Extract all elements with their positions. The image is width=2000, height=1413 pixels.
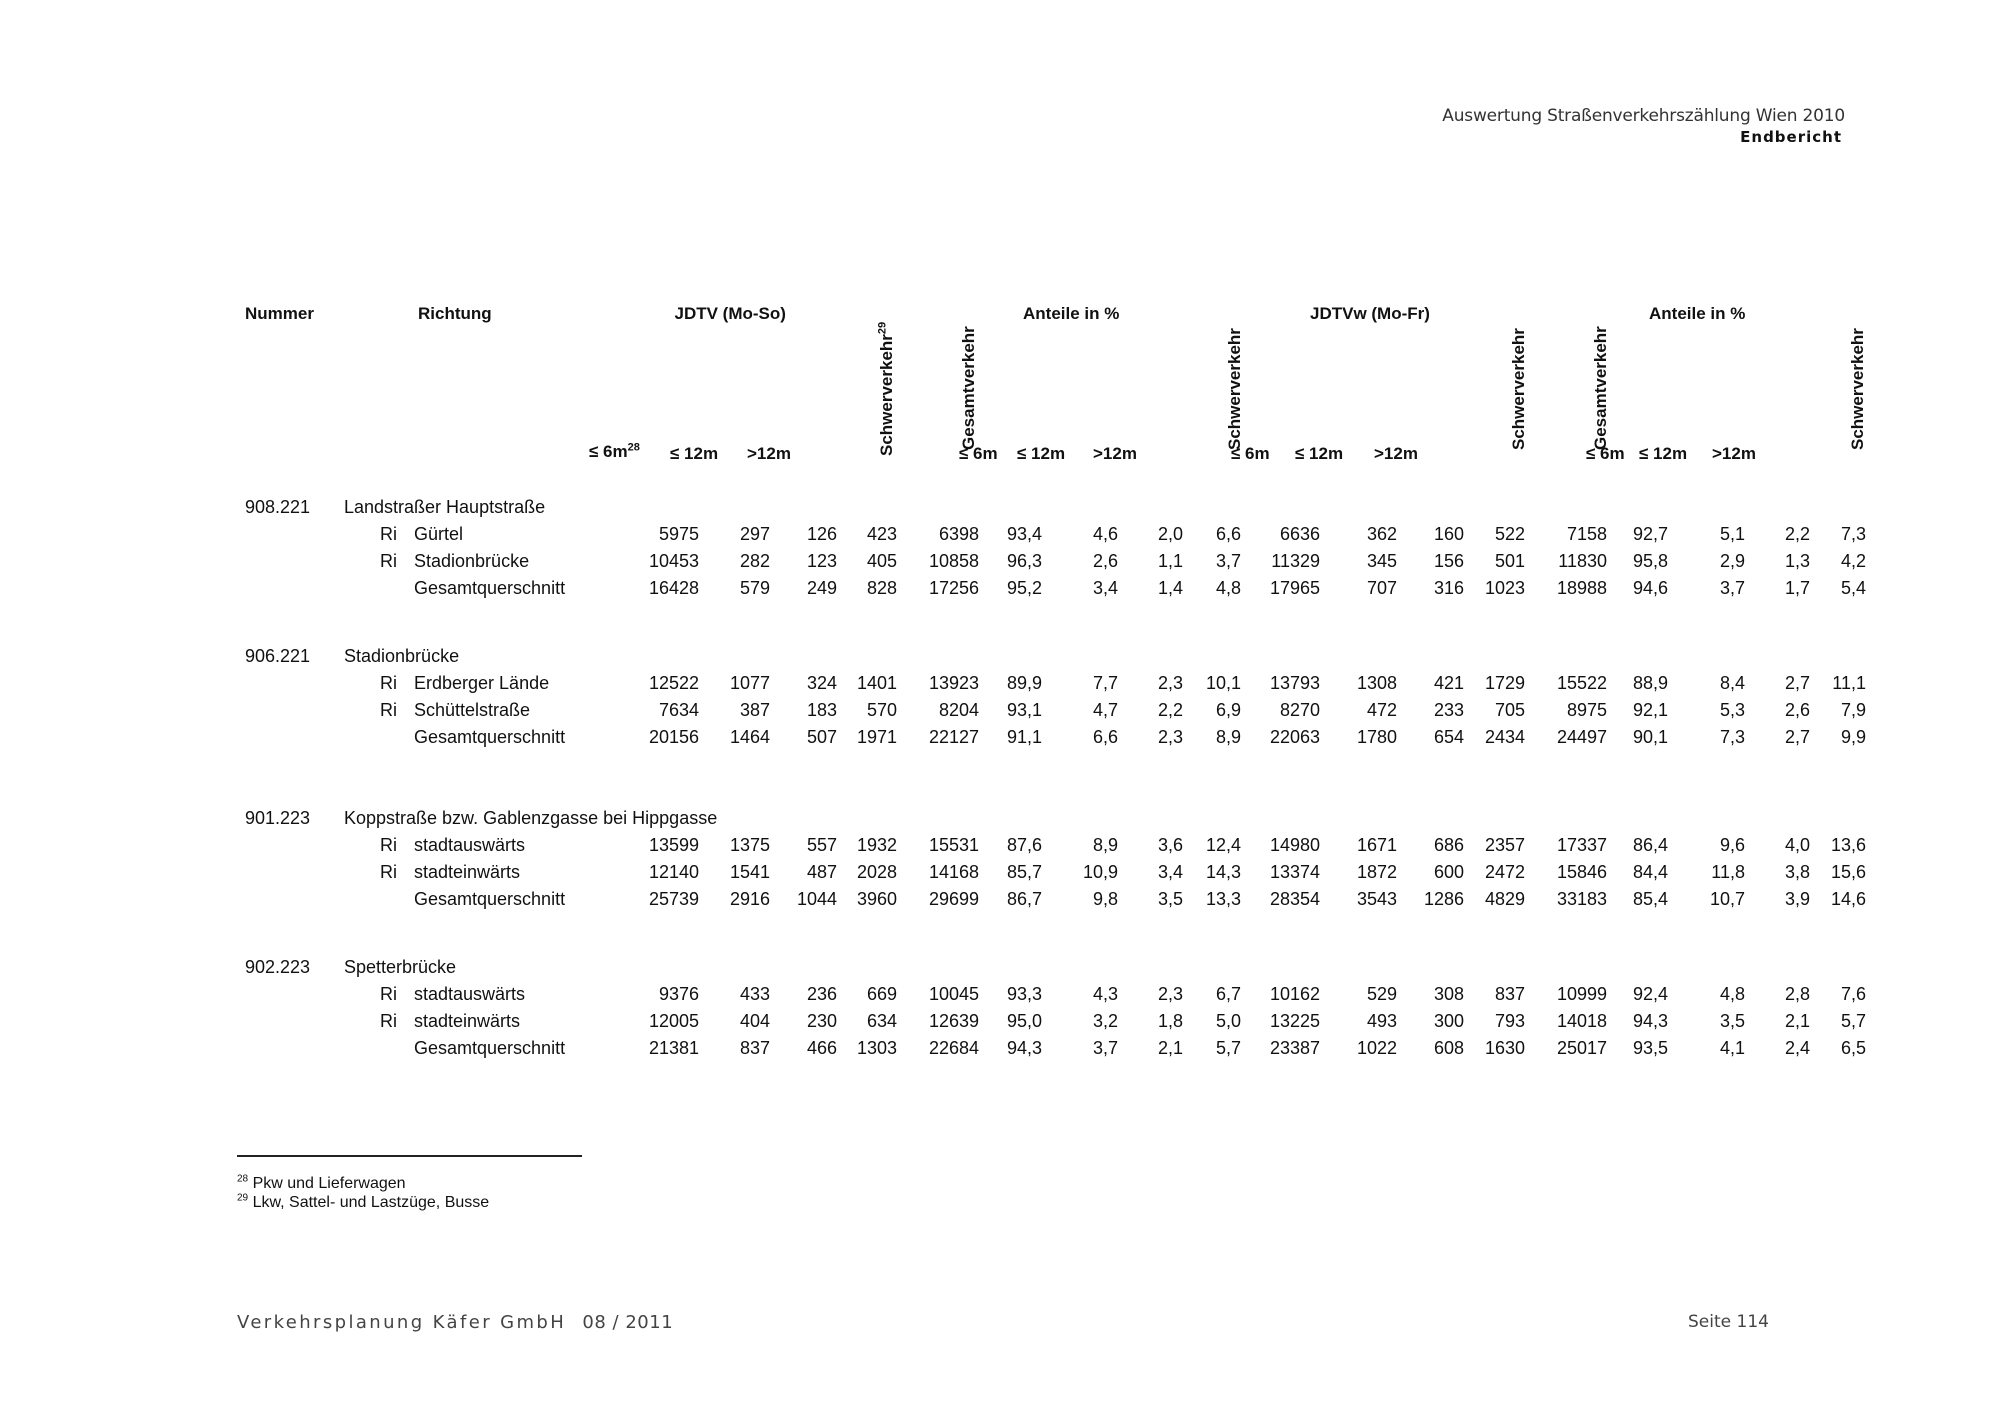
cell-anteil-gt12m: 2,0 xyxy=(1157,524,1183,544)
cell-jdtv-le12m: 579 xyxy=(739,578,770,598)
cell-jdtv-le12m: 1464 xyxy=(729,727,770,747)
sub-header-gt12m: >12m xyxy=(1093,444,1137,463)
cell-anteilw-le6m: 88,9 xyxy=(1632,673,1668,693)
cell-anteilw-schwerverkehr: 15,6 xyxy=(1830,862,1866,882)
col-nummer-header: Nummer xyxy=(245,304,314,323)
cell-jdtvw-gesamtverkehr: 33183 xyxy=(1556,889,1607,909)
cell-anteil-schwerverkehr: 14,3 xyxy=(1205,862,1241,882)
cell-jdtvw-schwerverkehr: 1023 xyxy=(1484,578,1525,598)
cell-jdtv-le6m: 12140 xyxy=(648,862,699,882)
cell-jdtvw-le6m: 13793 xyxy=(1269,673,1320,693)
cell-jdtv-gesamtverkehr: 29699 xyxy=(928,889,979,909)
cell-jdtv-schwerverkehr: 634 xyxy=(866,1011,897,1031)
cell-jdtv-gesamtverkehr: 10045 xyxy=(928,984,979,1004)
cell-jdtv-le6m: 20156 xyxy=(648,727,699,747)
direction-prefix: Ri xyxy=(380,862,397,882)
cell-jdtv-gesamtverkehr: 14168 xyxy=(928,862,979,882)
direction-label: Gesamtquerschnitt xyxy=(414,889,566,909)
cell-anteilw-le12m: 4,8 xyxy=(1719,984,1745,1004)
cell-jdtv-le6m: 21381 xyxy=(648,1038,699,1058)
sub-header-le12m: ≤ 12m xyxy=(1017,444,1066,463)
cell-jdtv-schwerverkehr: 828 xyxy=(866,578,897,598)
cell-jdtvw-schwerverkehr: 705 xyxy=(1494,700,1525,720)
sub-header-le6m: ≤ 6m xyxy=(1231,444,1270,463)
sub-header-le12m: ≤ 12m xyxy=(1295,444,1344,463)
cell-jdtvw-le6m: 28354 xyxy=(1269,889,1320,909)
direction-label: stadteinwärts xyxy=(414,1011,521,1031)
document-subtitle: Endbericht xyxy=(1740,128,1842,146)
cell-anteil-schwerverkehr: 3,7 xyxy=(1215,551,1241,571)
cell-anteil-gt12m: 3,4 xyxy=(1157,862,1183,882)
sub-header-le12m: ≤ 12m xyxy=(670,444,719,463)
cell-anteilw-le6m: 94,6 xyxy=(1632,578,1668,598)
cell-anteil-le12m: 3,2 xyxy=(1092,1011,1118,1031)
cell-jdtvw-le12m: 1308 xyxy=(1356,673,1397,693)
cell-jdtv-schwerverkehr: 2028 xyxy=(856,862,897,882)
cell-jdtvw-le6m: 10162 xyxy=(1269,984,1320,1004)
cell-anteilw-schwerverkehr: 7,6 xyxy=(1840,984,1866,1004)
cell-jdtvw-gt12m: 300 xyxy=(1433,1011,1464,1031)
cell-jdtv-schwerverkehr: 423 xyxy=(866,524,897,544)
direction-label: Gürtel xyxy=(414,524,464,544)
cell-anteil-le12m: 6,6 xyxy=(1092,727,1118,747)
cell-anteilw-le6m: 92,1 xyxy=(1632,700,1668,720)
cell-anteil-le6m: 87,6 xyxy=(1006,835,1042,855)
cell-anteilw-le6m: 92,7 xyxy=(1632,524,1668,544)
cell-jdtvw-le12m: 472 xyxy=(1366,700,1397,720)
cell-anteil-gt12m: 3,5 xyxy=(1157,889,1183,909)
cell-jdtvw-gesamtverkehr: 25017 xyxy=(1556,1038,1607,1058)
cell-anteil-le6m: 86,7 xyxy=(1006,889,1042,909)
rot-header-gesamtverkehr: Gesamtverkehr xyxy=(959,326,978,450)
cell-jdtv-gt12m: 126 xyxy=(806,524,837,544)
station-name: Stadionbrücke xyxy=(344,646,460,666)
cell-anteil-schwerverkehr: 6,9 xyxy=(1215,700,1241,720)
cell-jdtvw-le6m: 11329 xyxy=(1271,551,1320,571)
cell-jdtvw-schwerverkehr: 2434 xyxy=(1484,727,1525,747)
station-number: 906.221 xyxy=(245,646,311,666)
cell-anteilw-le6m: 90,1 xyxy=(1632,727,1668,747)
cell-jdtv-le6m: 7634 xyxy=(658,700,699,720)
cell-anteil-le12m: 7,7 xyxy=(1092,673,1118,693)
cell-anteil-gt12m: 3,6 xyxy=(1157,835,1183,855)
cell-anteil-schwerverkehr: 6,7 xyxy=(1215,984,1241,1004)
cell-jdtv-schwerverkehr: 1401 xyxy=(856,673,897,693)
cell-jdtvw-gesamtverkehr: 7158 xyxy=(1566,524,1607,544)
cell-jdtvw-schwerverkehr: 4829 xyxy=(1484,889,1525,909)
cell-anteilw-gt12m: 2,7 xyxy=(1784,673,1810,693)
cell-jdtv-gesamtverkehr: 22127 xyxy=(928,727,979,747)
direction-label: Schüttelstraße xyxy=(414,700,531,720)
direction-label: stadteinwärts xyxy=(414,862,521,882)
station-number: 902.223 xyxy=(245,957,311,977)
cell-anteil-le12m: 3,7 xyxy=(1092,1038,1118,1058)
cell-jdtv-le12m: 433 xyxy=(739,984,770,1004)
cell-anteilw-le12m: 2,9 xyxy=(1719,551,1745,571)
cell-anteil-schwerverkehr: 13,3 xyxy=(1205,889,1241,909)
cell-jdtv-le6m: 12005 xyxy=(648,1011,699,1031)
cell-anteilw-gt12m: 2,7 xyxy=(1784,727,1810,747)
cell-anteilw-le12m: 10,7 xyxy=(1709,889,1745,909)
cell-anteilw-le12m: 5,3 xyxy=(1719,700,1745,720)
group-jdtvw-header: JDTVw (Mo-Fr) xyxy=(1310,304,1430,323)
cell-anteil-gt12m: 2,3 xyxy=(1157,673,1183,693)
cell-jdtvw-le12m: 1780 xyxy=(1356,727,1397,747)
cell-jdtvw-le12m: 1671 xyxy=(1356,835,1397,855)
direction-prefix: Ri xyxy=(380,551,397,571)
cell-jdtv-le12m: 1541 xyxy=(729,862,770,882)
cell-jdtv-gt12m: 249 xyxy=(806,578,837,598)
cell-anteil-le6m: 93,1 xyxy=(1006,700,1042,720)
cell-anteil-le6m: 94,3 xyxy=(1006,1038,1042,1058)
cell-anteilw-le12m: 7,3 xyxy=(1719,727,1745,747)
cell-anteilw-gt12m: 2,4 xyxy=(1784,1038,1810,1058)
direction-prefix: Ri xyxy=(380,524,397,544)
cell-jdtv-le6m: 5975 xyxy=(658,524,699,544)
station-number: 908.221 xyxy=(245,497,311,517)
cell-anteilw-schwerverkehr: 6,5 xyxy=(1840,1038,1866,1058)
cell-jdtv-le12m: 837 xyxy=(739,1038,770,1058)
cell-jdtvw-gesamtverkehr: 15846 xyxy=(1556,862,1607,882)
cell-anteilw-le12m: 8,4 xyxy=(1719,673,1745,693)
cell-anteil-gt12m: 1,4 xyxy=(1157,578,1183,598)
footnote-divider xyxy=(237,1155,582,1157)
cell-anteilw-gt12m: 2,2 xyxy=(1784,524,1810,544)
cell-jdtvw-gesamtverkehr: 18988 xyxy=(1556,578,1607,598)
cell-anteilw-le6m: 93,5 xyxy=(1632,1038,1668,1058)
cell-anteil-le12m: 3,4 xyxy=(1092,578,1118,598)
cell-anteil-le6m: 91,1 xyxy=(1006,727,1042,747)
cell-anteilw-le12m: 11,8 xyxy=(1711,862,1745,882)
rot-header-schwerverkehr: Schwerverkehr$^{29}$ xyxy=(876,321,896,456)
cell-anteilw-le12m: 3,5 xyxy=(1719,1011,1745,1031)
cell-jdtv-gesamtverkehr: 13923 xyxy=(928,673,979,693)
station-name: Landstraßer Hauptstraße xyxy=(344,497,546,517)
cell-jdtv-schwerverkehr: 1303 xyxy=(856,1038,897,1058)
group-anteile-header: Anteile in % xyxy=(1023,304,1120,323)
group-anteile-header: Anteile in % xyxy=(1649,304,1746,323)
cell-jdtvw-schwerverkehr: 1630 xyxy=(1484,1038,1525,1058)
cell-jdtvw-gt12m: 160 xyxy=(1433,524,1464,544)
cell-anteil-le12m: 10,9 xyxy=(1082,862,1118,882)
cell-anteil-le12m: 4,3 xyxy=(1092,984,1118,1004)
sub-header-le12m: ≤ 12m xyxy=(1639,444,1688,463)
direction-label: stadtauswärts xyxy=(414,984,526,1004)
cell-jdtv-gesamtverkehr: 10858 xyxy=(928,551,979,571)
direction-label: stadtauswärts xyxy=(414,835,526,855)
table-row xyxy=(0,1038,2000,1065)
cell-anteilw-le6m: 86,4 xyxy=(1632,835,1668,855)
cell-jdtv-le12m: 1375 xyxy=(729,835,770,855)
cell-jdtvw-le6m: 17965 xyxy=(1269,578,1320,598)
cell-anteilw-schwerverkehr: 13,6 xyxy=(1830,835,1866,855)
cell-anteilw-gt12m: 1,7 xyxy=(1784,578,1810,598)
cell-jdtvw-gt12m: 421 xyxy=(1433,673,1464,693)
cell-jdtvw-schwerverkehr: 501 xyxy=(1494,551,1525,571)
cell-anteil-gt12m: 2,3 xyxy=(1157,984,1183,1004)
cell-jdtv-le6m: 10453 xyxy=(648,551,699,571)
cell-anteilw-schwerverkehr: 14,6 xyxy=(1830,889,1866,909)
cell-jdtvw-schwerverkehr: 837 xyxy=(1494,984,1525,1004)
cell-jdtv-gt12m: 123 xyxy=(806,551,837,571)
station-name: Koppstraße bzw. Gablenzgasse bei Hippgasse xyxy=(344,808,718,828)
cell-anteil-schwerverkehr: 8,9 xyxy=(1215,727,1241,747)
cell-jdtvw-le6m: 8270 xyxy=(1279,700,1320,720)
sub-header-gt12m: >12m xyxy=(1374,444,1418,463)
table-row xyxy=(0,1011,2000,1038)
cell-jdtv-gt12m: 230 xyxy=(806,1011,837,1031)
cell-anteil-le6m: 95,2 xyxy=(1006,578,1042,598)
cell-jdtvw-le12m: 3543 xyxy=(1356,889,1397,909)
cell-jdtvw-le6m: 6636 xyxy=(1279,524,1320,544)
table-row xyxy=(0,524,2000,551)
direction-label: Gesamtquerschnitt xyxy=(414,578,566,598)
cell-jdtv-gesamtverkehr: 17256 xyxy=(928,578,979,598)
cell-anteilw-le6m: 95,8 xyxy=(1632,551,1668,571)
cell-jdtv-le6m: 12522 xyxy=(648,673,699,693)
cell-jdtv-schwerverkehr: 669 xyxy=(866,984,897,1004)
cell-anteil-schwerverkehr: 12,4 xyxy=(1205,835,1241,855)
direction-prefix: Ri xyxy=(380,835,397,855)
cell-jdtv-schwerverkehr: 570 xyxy=(866,700,897,720)
direction-prefix: Ri xyxy=(380,1011,397,1031)
cell-jdtv-gesamtverkehr: 6398 xyxy=(938,524,979,544)
cell-anteilw-schwerverkehr: 5,4 xyxy=(1840,578,1866,598)
direction-label: Gesamtquerschnitt xyxy=(414,1038,566,1058)
cell-jdtvw-le6m: 13374 xyxy=(1269,862,1320,882)
cell-jdtv-gesamtverkehr: 22684 xyxy=(928,1038,979,1058)
document-title: Auswertung Straßenverkehrszählung Wien 2010 xyxy=(1442,106,1845,126)
table-row xyxy=(0,727,2000,754)
cell-anteil-le6m: 93,3 xyxy=(1006,984,1042,1004)
cell-jdtvw-gesamtverkehr: 10999 xyxy=(1556,984,1607,1004)
cell-jdtvw-gesamtverkehr: 15522 xyxy=(1556,673,1607,693)
cell-jdtvw-gesamtverkehr: 24497 xyxy=(1556,727,1607,747)
cell-jdtvw-le12m: 493 xyxy=(1366,1011,1397,1031)
table-row xyxy=(0,578,2000,605)
cell-jdtv-le6m: 13599 xyxy=(648,835,699,855)
cell-anteil-gt12m: 2,1 xyxy=(1157,1038,1183,1058)
cell-jdtv-gt12m: 557 xyxy=(806,835,837,855)
table-row xyxy=(0,862,2000,889)
cell-jdtvw-schwerverkehr: 2357 xyxy=(1484,835,1525,855)
cell-jdtvw-le12m: 345 xyxy=(1366,551,1397,571)
table-row xyxy=(0,551,2000,578)
cell-anteilw-le6m: 92,4 xyxy=(1632,984,1668,1004)
cell-anteil-le6m: 85,7 xyxy=(1006,862,1042,882)
direction-label: Erdberger Lände xyxy=(414,673,550,693)
cell-anteilw-schwerverkehr: 9,9 xyxy=(1840,727,1866,747)
cell-jdtvw-gt12m: 156 xyxy=(1433,551,1464,571)
cell-jdtvw-gt12m: 233 xyxy=(1433,700,1464,720)
cell-anteilw-gt12m: 2,1 xyxy=(1784,1011,1810,1031)
cell-jdtv-gt12m: 236 xyxy=(806,984,837,1004)
cell-jdtv-le12m: 387 xyxy=(739,700,770,720)
cell-jdtv-gesamtverkehr: 12639 xyxy=(928,1011,979,1031)
cell-jdtvw-gesamtverkehr: 17337 xyxy=(1556,835,1607,855)
footnote-29: $^{29}$ Lkw, Sattel- und Lastzüge, Busse xyxy=(237,1192,490,1211)
table-row xyxy=(0,700,2000,727)
direction-label: Gesamtquerschnitt xyxy=(414,727,566,747)
cell-anteilw-le6m: 84,4 xyxy=(1632,862,1668,882)
cell-jdtvw-schwerverkehr: 2472 xyxy=(1484,862,1525,882)
table-row xyxy=(0,984,2000,1011)
cell-jdtvw-le6m: 13225 xyxy=(1269,1011,1320,1031)
cell-anteil-le12m: 2,6 xyxy=(1092,551,1118,571)
cell-jdtvw-le6m: 22063 xyxy=(1269,727,1320,747)
cell-jdtv-gt12m: 1044 xyxy=(796,889,837,909)
cell-anteilw-le12m: 9,6 xyxy=(1719,835,1745,855)
sub-header-le6m: ≤ 6m xyxy=(959,444,998,463)
cell-anteil-schwerverkehr: 4,8 xyxy=(1215,578,1241,598)
table-row xyxy=(0,889,2000,916)
cell-anteil-le12m: 9,8 xyxy=(1092,889,1118,909)
cell-anteil-le6m: 93,4 xyxy=(1006,524,1042,544)
cell-anteil-le6m: 95,0 xyxy=(1006,1011,1042,1031)
cell-jdtvw-schwerverkehr: 793 xyxy=(1494,1011,1525,1031)
cell-anteilw-schwerverkehr: 7,9 xyxy=(1840,700,1866,720)
sub-header-le6m: ≤ $6m^{28}$ xyxy=(589,441,640,461)
cell-jdtvw-le12m: 1022 xyxy=(1356,1038,1397,1058)
rot-header-schwerverkehr: Schwerverkehr xyxy=(1848,328,1867,450)
sub-header-le6m: ≤ 6m xyxy=(1586,444,1625,463)
direction-prefix: Ri xyxy=(380,984,397,1004)
cell-anteilw-schwerverkehr: 7,3 xyxy=(1840,524,1866,544)
cell-jdtv-gt12m: 487 xyxy=(806,862,837,882)
cell-jdtv-le6m: 16428 xyxy=(648,578,699,598)
cell-anteil-schwerverkehr: 5,7 xyxy=(1215,1038,1241,1058)
cell-jdtvw-gt12m: 686 xyxy=(1433,835,1464,855)
footnote-28: $^{28}$ Pkw und Lieferwagen xyxy=(237,1173,406,1192)
cell-jdtvw-le12m: 362 xyxy=(1366,524,1397,544)
cell-anteil-le12m: 4,7 xyxy=(1092,700,1118,720)
cell-jdtv-le12m: 1077 xyxy=(729,673,770,693)
cell-jdtv-gt12m: 507 xyxy=(806,727,837,747)
footer-page-number: Seite 114 xyxy=(1688,1312,1769,1332)
cell-jdtvw-gesamtverkehr: 8975 xyxy=(1566,700,1607,720)
station-name: Spetterbrücke xyxy=(344,957,457,977)
cell-jdtv-le12m: 297 xyxy=(739,524,770,544)
cell-anteilw-le12m: 3,7 xyxy=(1719,578,1745,598)
direction-prefix: Ri xyxy=(380,700,397,720)
cell-jdtvw-gt12m: 1286 xyxy=(1423,889,1464,909)
cell-anteilw-schwerverkehr: 11,1 xyxy=(1832,673,1866,693)
cell-jdtvw-gesamtverkehr: 11830 xyxy=(1558,551,1607,571)
direction-prefix: Ri xyxy=(380,673,397,693)
cell-jdtv-le12m: 404 xyxy=(739,1011,770,1031)
cell-anteilw-schwerverkehr: 4,2 xyxy=(1840,551,1866,571)
cell-jdtvw-gt12m: 608 xyxy=(1433,1038,1464,1058)
cell-jdtv-gesamtverkehr: 15531 xyxy=(928,835,979,855)
cell-jdtvw-gt12m: 308 xyxy=(1433,984,1464,1004)
cell-jdtv-gt12m: 183 xyxy=(806,700,837,720)
cell-jdtv-gesamtverkehr: 8204 xyxy=(938,700,979,720)
cell-jdtv-schwerverkehr: 1971 xyxy=(856,727,897,747)
rot-header-schwerverkehr: Schwerverkehr xyxy=(1225,328,1244,450)
cell-anteilw-le12m: 4,1 xyxy=(1719,1038,1745,1058)
cell-anteil-le12m: 8,9 xyxy=(1092,835,1118,855)
cell-anteil-schwerverkehr: 10,1 xyxy=(1205,673,1241,693)
cell-anteil-gt12m: 1,1 xyxy=(1157,551,1183,571)
cell-anteil-le6m: 89,9 xyxy=(1006,673,1042,693)
cell-jdtvw-schwerverkehr: 522 xyxy=(1494,524,1525,544)
cell-anteil-gt12m: 1,8 xyxy=(1157,1011,1183,1031)
cell-anteilw-gt12m: 3,8 xyxy=(1784,862,1810,882)
sub-header-gt12m: >12m xyxy=(1712,444,1756,463)
cell-anteilw-le6m: 85,4 xyxy=(1632,889,1668,909)
cell-anteil-schwerverkehr: 5,0 xyxy=(1215,1011,1241,1031)
cell-anteilw-le6m: 94,3 xyxy=(1632,1011,1668,1031)
sub-header-gt12m: >12m xyxy=(747,444,791,463)
cell-jdtv-le12m: 2916 xyxy=(729,889,770,909)
cell-jdtvw-gt12m: 600 xyxy=(1433,862,1464,882)
station-number: 901.223 xyxy=(245,808,311,828)
cell-jdtv-schwerverkehr: 3960 xyxy=(856,889,897,909)
cell-jdtvw-le6m: 14980 xyxy=(1269,835,1320,855)
direction-label: Stadionbrücke xyxy=(414,551,530,571)
cell-jdtvw-le12m: 529 xyxy=(1366,984,1397,1004)
cell-anteilw-gt12m: 2,6 xyxy=(1784,700,1810,720)
cell-jdtvw-schwerverkehr: 1729 xyxy=(1484,673,1525,693)
table-row xyxy=(0,673,2000,700)
cell-anteil-gt12m: 2,2 xyxy=(1157,700,1183,720)
cell-jdtvw-le12m: 1872 xyxy=(1356,862,1397,882)
cell-jdtvw-le12m: 707 xyxy=(1366,578,1397,598)
cell-anteilw-le12m: 5,1 xyxy=(1719,524,1745,544)
group-jdtv-header: JDTV (Mo-So) xyxy=(674,304,786,323)
cell-jdtvw-gt12m: 654 xyxy=(1433,727,1464,747)
cell-anteilw-gt12m: 4,0 xyxy=(1784,835,1810,855)
cell-anteil-schwerverkehr: 6,6 xyxy=(1215,524,1241,544)
cell-anteilw-gt12m: 2,8 xyxy=(1784,984,1810,1004)
cell-anteil-le12m: 4,6 xyxy=(1092,524,1118,544)
cell-anteil-le6m: 96,3 xyxy=(1006,551,1042,571)
cell-jdtv-gt12m: 324 xyxy=(806,673,837,693)
cell-jdtvw-le6m: 23387 xyxy=(1269,1038,1320,1058)
cell-jdtvw-gt12m: 316 xyxy=(1433,578,1464,598)
cell-jdtv-le6m: 9376 xyxy=(658,984,699,1004)
cell-anteil-gt12m: 2,3 xyxy=(1157,727,1183,747)
cell-jdtv-le6m: 25739 xyxy=(648,889,699,909)
cell-jdtv-gt12m: 466 xyxy=(806,1038,837,1058)
cell-jdtv-schwerverkehr: 1932 xyxy=(856,835,897,855)
footer-company: Verkehrsplanung Käfer GmbH 08 / 2011 xyxy=(237,1312,674,1333)
rot-header-schwerverkehr: Schwerverkehr xyxy=(1509,328,1528,450)
rot-header-gesamtverkehr: Gesamtverkehr xyxy=(1591,326,1610,450)
cell-anteilw-schwerverkehr: 5,7 xyxy=(1840,1011,1866,1031)
table-row xyxy=(0,835,2000,862)
cell-anteilw-gt12m: 3,9 xyxy=(1784,889,1810,909)
col-richtung-header: Richtung xyxy=(418,304,492,323)
footer-date: 08 / 2011 xyxy=(582,1312,674,1333)
cell-anteilw-gt12m: 1,3 xyxy=(1784,551,1810,571)
cell-jdtvw-gesamtverkehr: 14018 xyxy=(1556,1011,1607,1031)
cell-jdtv-le12m: 282 xyxy=(739,551,770,571)
cell-jdtv-schwerverkehr: 405 xyxy=(866,551,897,571)
